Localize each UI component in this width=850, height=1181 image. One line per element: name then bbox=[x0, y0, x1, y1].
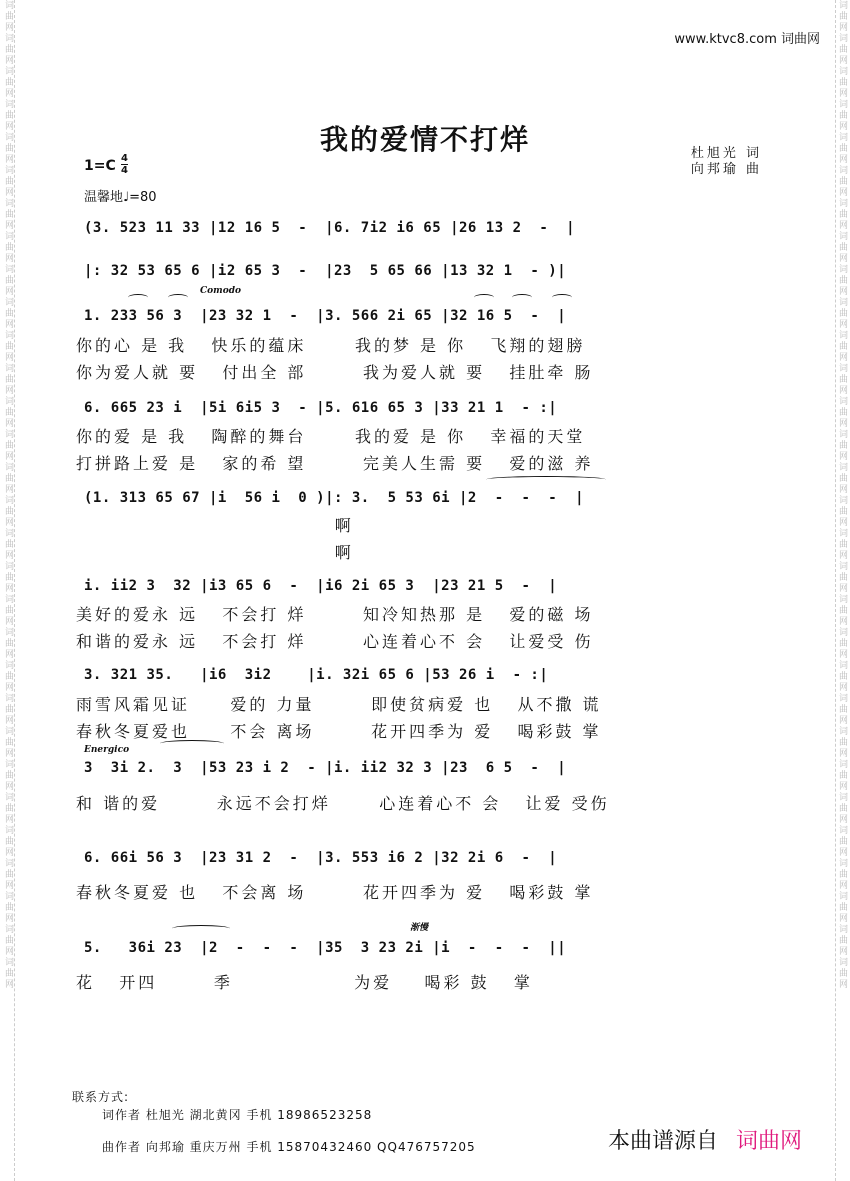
time-bottom: 4 bbox=[121, 165, 128, 176]
contact-heading: 联系方式: bbox=[72, 1090, 130, 1104]
notation-row: 1. 233 56 3 |23 32 1 - |3. 566 2i 65 |32 16 5 - | bbox=[84, 308, 567, 324]
song-title: 我的爱情不打烊 bbox=[319, 123, 530, 156]
slur bbox=[168, 294, 188, 301]
contact-composer: 曲作者 向邦瑜 重庆万州 手机 15870432460 QQ476757205 bbox=[102, 1140, 476, 1154]
notation-row: 3 3i 2. 3 |53 23 i 2 - |i. ii2 32 3 |23 6 5 - | bbox=[84, 760, 567, 776]
notation-row: |: 32 53 65 6 |i2 65 3 - |23 5 65 66 |13 32 1 - )| bbox=[84, 263, 567, 279]
lyric-line: 你的心 是 我 快乐的蕴床 我的梦 是 你 飞翔的翅膀 bbox=[76, 336, 586, 355]
lyric-line: 雨雪风霜见证 爱的 力量 即使贫病爱 也 从不撒 谎 bbox=[76, 695, 602, 714]
slur bbox=[160, 740, 224, 747]
lyric-line: 和 谐的爱 永远不会打烊 心连着心不 会 让爱 受伤 bbox=[76, 794, 610, 813]
notation-row: 6. 66i 56 3 |23 31 2 - |3. 553 i6 2 |32 2i 6 - | bbox=[84, 850, 558, 866]
lyric-line: 啊 bbox=[76, 516, 354, 535]
slur bbox=[486, 476, 606, 483]
contact-lyricist: 词作者 杜旭光 湖北黄冈 手机 18986523258 bbox=[102, 1108, 373, 1122]
slur bbox=[474, 294, 494, 301]
composer-credit: 向邦瑜 曲 bbox=[690, 162, 762, 177]
energico-mark: Energico bbox=[84, 745, 130, 755]
brand-link[interactable]: 词曲网 bbox=[735, 1129, 802, 1154]
lyric-line: 你的爱 是 我 陶醉的舞台 我的爱 是 你 幸福的天堂 bbox=[76, 427, 586, 446]
lyric-line: 花 开四 季 为爱 喝彩 鼓 掌 bbox=[76, 973, 533, 992]
lyric-line: 春秋冬夏爱也 不会 离场 花开四季为 爱 喝彩鼓 掌 bbox=[76, 722, 602, 741]
lyric-line: 和谐的爱永 远 不会打 烊 心连着心不 会 让爱受 伤 bbox=[76, 632, 594, 651]
notation-row: 5. 36i 23 |2 - - - |35 3 23 2i |i - - - || bbox=[84, 940, 567, 956]
slur bbox=[552, 294, 572, 301]
lyric-line: 啊 bbox=[76, 543, 354, 562]
watermark-right: 词曲网词曲网词曲网词曲网词曲网词曲网词曲网词曲网词曲网词曲网词曲网词曲网词曲网词曲网词曲网词曲网词曲网词曲网词曲网词曲网词曲网词曲网词曲网词曲网词曲网词曲网词曲网词曲网词曲网词曲网 bbox=[835, 0, 848, 1181]
notation-row: (3. 523 11 33 |12 16 5 - |6. 7i2 i6 65 |26 13 2 - | bbox=[84, 220, 576, 236]
slur bbox=[172, 925, 230, 932]
comodo-mark: Comodo bbox=[200, 286, 241, 296]
notation-row: i. ii2 3 32 |i3 65 6 - |i6 2i 65 3 |23 21 5 - | bbox=[84, 578, 558, 594]
key-signature: 1=C bbox=[84, 158, 116, 174]
lyric-line: 美好的爱永 远 不会打 烊 知冷知热那 是 爱的磁 场 bbox=[76, 605, 594, 624]
watermark-left: 词曲网词曲网词曲网词曲网词曲网词曲网词曲网词曲网词曲网词曲网词曲网词曲网词曲网词曲网词曲网词曲网词曲网词曲网词曲网词曲网词曲网词曲网词曲网词曲网词曲网词曲网词曲网词曲网词曲网词曲网 bbox=[2, 0, 15, 1181]
lyricist-credit: 杜旭光 词 bbox=[690, 146, 762, 161]
slur bbox=[512, 294, 532, 301]
notation-row: 3. 321 35. |i6 3i2 |i. 32i 65 6 |53 26 i - :| bbox=[84, 667, 549, 683]
time-top: 4 bbox=[121, 153, 128, 164]
tempo-marking: 温馨地♩=80 bbox=[84, 190, 157, 205]
lyric-line: 你为爱人就 要 付出全 部 我为爱人就 要 挂肚牵 肠 bbox=[76, 363, 594, 382]
notation-row: 6. 665 23 i |5i 6i5 3 - |5. 616 65 3 |33 21 1 - :| bbox=[84, 400, 558, 416]
source-text: 本曲谱源自 bbox=[607, 1129, 718, 1154]
source-footer bbox=[608, 1124, 802, 1155]
jianman-mark: 渐慢 bbox=[410, 923, 429, 933]
lyric-line: 春秋冬夏爱 也 不会离 场 花开四季为 爱 喝彩鼓 掌 bbox=[76, 883, 594, 902]
site-url[interactable]: www.ktvc8.com 词曲网 bbox=[674, 32, 820, 47]
time-signature bbox=[121, 153, 128, 176]
notation-row: (1. 313 65 67 |i 56 i 0 )|: 3. 5 53 6i |2 - - - | bbox=[84, 490, 585, 506]
slur bbox=[128, 294, 148, 301]
lyric-line: 打拼路上爱 是 家的希 望 完美人生需 要 爱的滋 养 bbox=[76, 454, 594, 473]
